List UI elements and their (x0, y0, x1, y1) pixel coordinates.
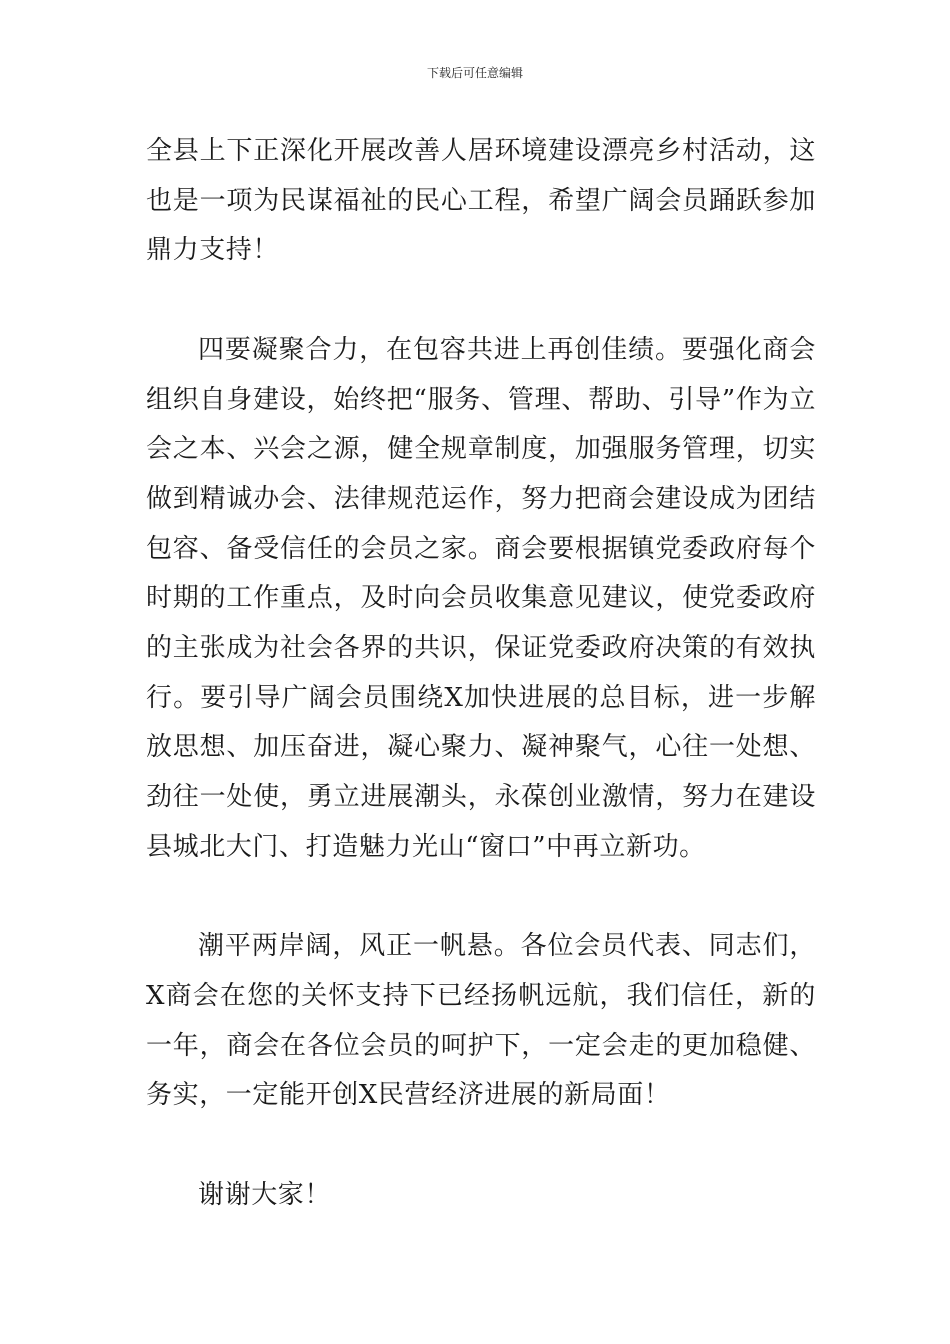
paragraph-thanks: 谢谢大家！ (198, 1179, 332, 1210)
paragraph-spacer (146, 276, 816, 326)
paragraph-closing-remarks: 潮平两岸阔，风正一帆悬。各位会员代表、同志们，X商会在您的关怀支持下已经扬帆远航，我们信任，新的一年，商会在各位会员的呵护下，一定会走的更加稳健、务实，一定能开创X民营经济进展的新局面！ (146, 931, 816, 1111)
paragraph-continuation: 全县上下正深化开展改善人居环境建设漂亮乡村活动，这也是一项为民谋福祉的民心工程，希望广阔会员踊跃参加鼎力支持！ (146, 136, 816, 266)
paragraph-spacer (146, 1121, 816, 1171)
paragraph-section-four: 四要凝聚合力，在包容共进上再创佳绩。要强化商会组织自身建设，始终把“服务、管理、帮助、引导”作为立会之本、兴会之源，健全规章制度，加强服务管理，切实做到精诚办会、法律规范运作，努力把商会建设成为团结包容、备受信任的会员之家。商会要根据镇党委政府每个时期的工作重点，及时向会员收集意见建议，使党委政府的主张成为社会各界的共识，保证党委政府决策的有效执行。要引导广阔会员围绕X加快进展的总目标，进一步解放思想、加压奋进，凝心聚力、凝神聚气，心往一处想、劲往一处使，勇立进展潮头，永葆创业激情，努力在建设县城北大门、打造魅力光山“窗口”中再立新功。 (146, 334, 816, 862)
paragraph-spacer (146, 873, 816, 923)
page-header: 下载后可任意编辑 (426, 66, 523, 80)
document-body (146, 127, 816, 1220)
